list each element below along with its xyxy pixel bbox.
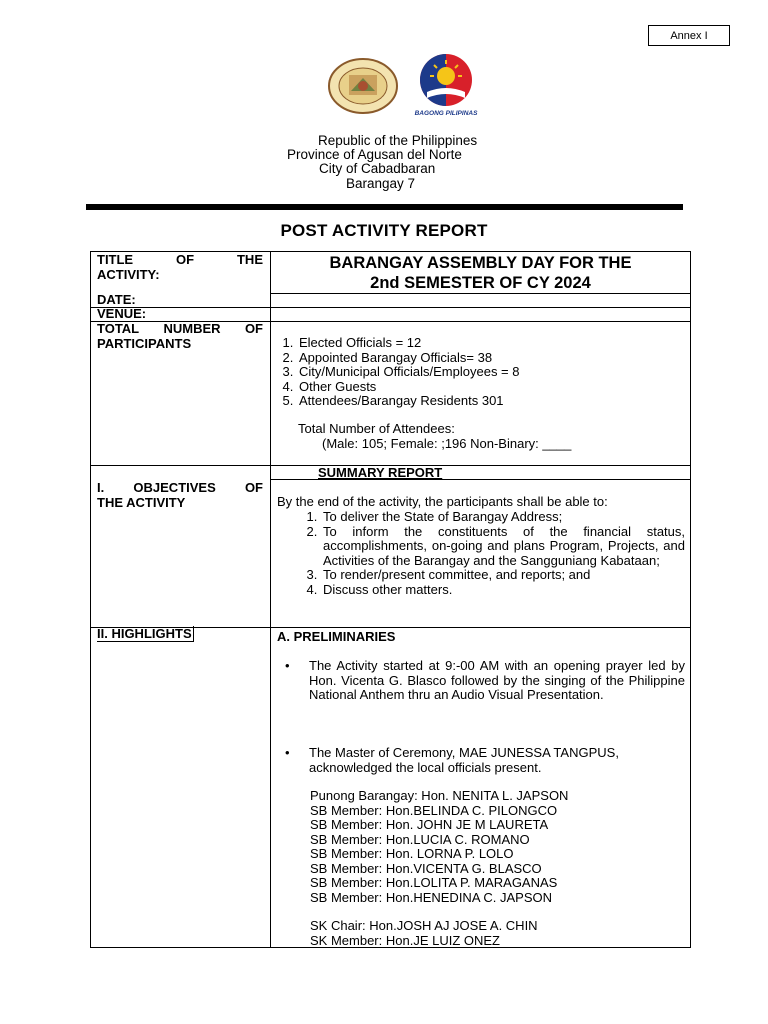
report-title: POST ACTIVITY REPORT [280, 221, 488, 240]
objectives-label [97, 481, 263, 510]
list-item: Punong Barangay: Hon. NENITA L. JAPSON [310, 788, 569, 803]
activity-title [271, 253, 690, 293]
officials-list [310, 789, 568, 905]
header-province: Province of Agusan del Norte [287, 147, 462, 162]
venue-label: VENUE: [97, 306, 147, 321]
preliminaries-bullet-2 [285, 746, 685, 775]
bagong-pilipinas-text: BAGONG PILIPINAS [414, 110, 478, 117]
label-word: OF [176, 252, 195, 267]
list-item: SB Member: Hon.LUCIA C. ROMANO [310, 831, 530, 847]
header-divider [86, 204, 683, 210]
total-attendees-label: Total Number of Attendees: [298, 421, 455, 436]
label-word: OBJECTIVES [133, 480, 216, 495]
title-label [97, 253, 263, 282]
total-attendees-breakdown: (Male: 105; Female: ;196 Non-Binary: ____ [322, 436, 572, 451]
highlights-label-text: II. HIGHLIGHTS [97, 626, 192, 641]
list-item: 2. To inform the constituents of the financial status, accomplishments, on-going and plans Program, Projects, and Activities of the Barangay and the Sangguniang Kabataan; [321, 525, 685, 569]
list-item: 4. Other Guests [297, 380, 685, 395]
participants-label [97, 322, 263, 351]
list-item: 2. Appointed Barangay Officials= 38 [297, 351, 685, 366]
label-word: TITLE [97, 252, 134, 267]
list-item: SB Member: Hon.VICENTA G. BLASCO [310, 860, 542, 876]
bullet-text: The Activity started at 9:-00 AM with an opening prayer led by Hon. Vicenta G. Blasco followed by the singing of the Philippine National Anthem thru an Audio Visual Presentation. [309, 658, 685, 702]
row-line [270, 293, 690, 294]
list-item: SB Member: Hon. JOHN JE M LAURETA [310, 817, 549, 832]
label-word: OF [244, 480, 263, 495]
list-item: SK Chair: Hon.JOSH AJ JOSE A. CHIN [310, 918, 538, 933]
highlights-label [97, 627, 194, 642]
objectives-label-line2: THE ACTIVITY [97, 494, 186, 510]
list-item: SK Member: Hon.JE LUIZ ONEZ [310, 932, 500, 948]
bullet-icon: • [285, 745, 290, 760]
report-table [90, 251, 691, 948]
sk-officials-list [310, 919, 538, 948]
label-word: I. [97, 480, 105, 495]
preliminaries-heading: A. PRELIMINARIES [277, 629, 396, 644]
barangay-seal-logo [327, 58, 399, 114]
column-divider [270, 252, 271, 947]
list-item: SB Member: Hon.LOLITA P. MARAGANAS [310, 875, 558, 890]
list-item: SB Member: Hon.BELINDA C. PILONGCO [310, 802, 558, 818]
date-label: DATE: [97, 292, 136, 307]
activity-title-line2: 2nd SEMESTER OF CY 2024 [370, 274, 591, 292]
bullet-text: The Master of Ceremony, MAE JUNESSA TANGPUS, acknowledged the local officials present. [309, 745, 619, 775]
list-item: 5. Attendees/Barangay Residents 301 [297, 394, 685, 409]
objectives-list [299, 510, 685, 597]
participants-label-line2: PARTICIPANTS [97, 335, 192, 351]
summary-report-text: SUMMARY REPORT [318, 465, 443, 480]
header-republic: Republic of the Philippines [318, 133, 478, 148]
list-item: 4. Discuss other matters. [321, 583, 685, 598]
list-item: SB Member: Hon. LORNA P. LOLO [310, 846, 514, 861]
activity-title-line1: BARANGAY ASSEMBLY DAY FOR THE [329, 254, 632, 272]
label-word: THE [236, 252, 263, 267]
label-word: OF [244, 321, 263, 336]
bullet-icon: • [285, 658, 290, 673]
header-city: City of Cabadbaran [319, 161, 436, 176]
list-item: 1. To deliver the State of Barangay Address; [321, 510, 685, 525]
list-item: 3. City/Municipal Officials/Employees = 8 [297, 365, 685, 380]
header-barangay: Barangay 7 [346, 176, 416, 191]
participants-list [275, 336, 685, 409]
row-line [91, 307, 690, 308]
list-item: SB Member: Hon.HENEDINA C. JAPSON [310, 889, 553, 905]
objectives-intro: By the end of the activity, the participants shall be able to: [277, 494, 608, 509]
bagong-pilipinas-logo [407, 52, 485, 118]
list-item: 3. To render/present committee, and reports; and [321, 568, 685, 583]
title-label-line2: ACTIVITY: [97, 266, 160, 282]
summary-report-heading [271, 465, 690, 480]
annex-label: Annex I [648, 25, 730, 46]
preliminaries-bullet-1 [285, 659, 685, 703]
list-item: 1. Elected Officials = 12 [297, 336, 685, 351]
label-word: NUMBER [163, 321, 221, 336]
label-word: TOTAL [97, 321, 140, 336]
